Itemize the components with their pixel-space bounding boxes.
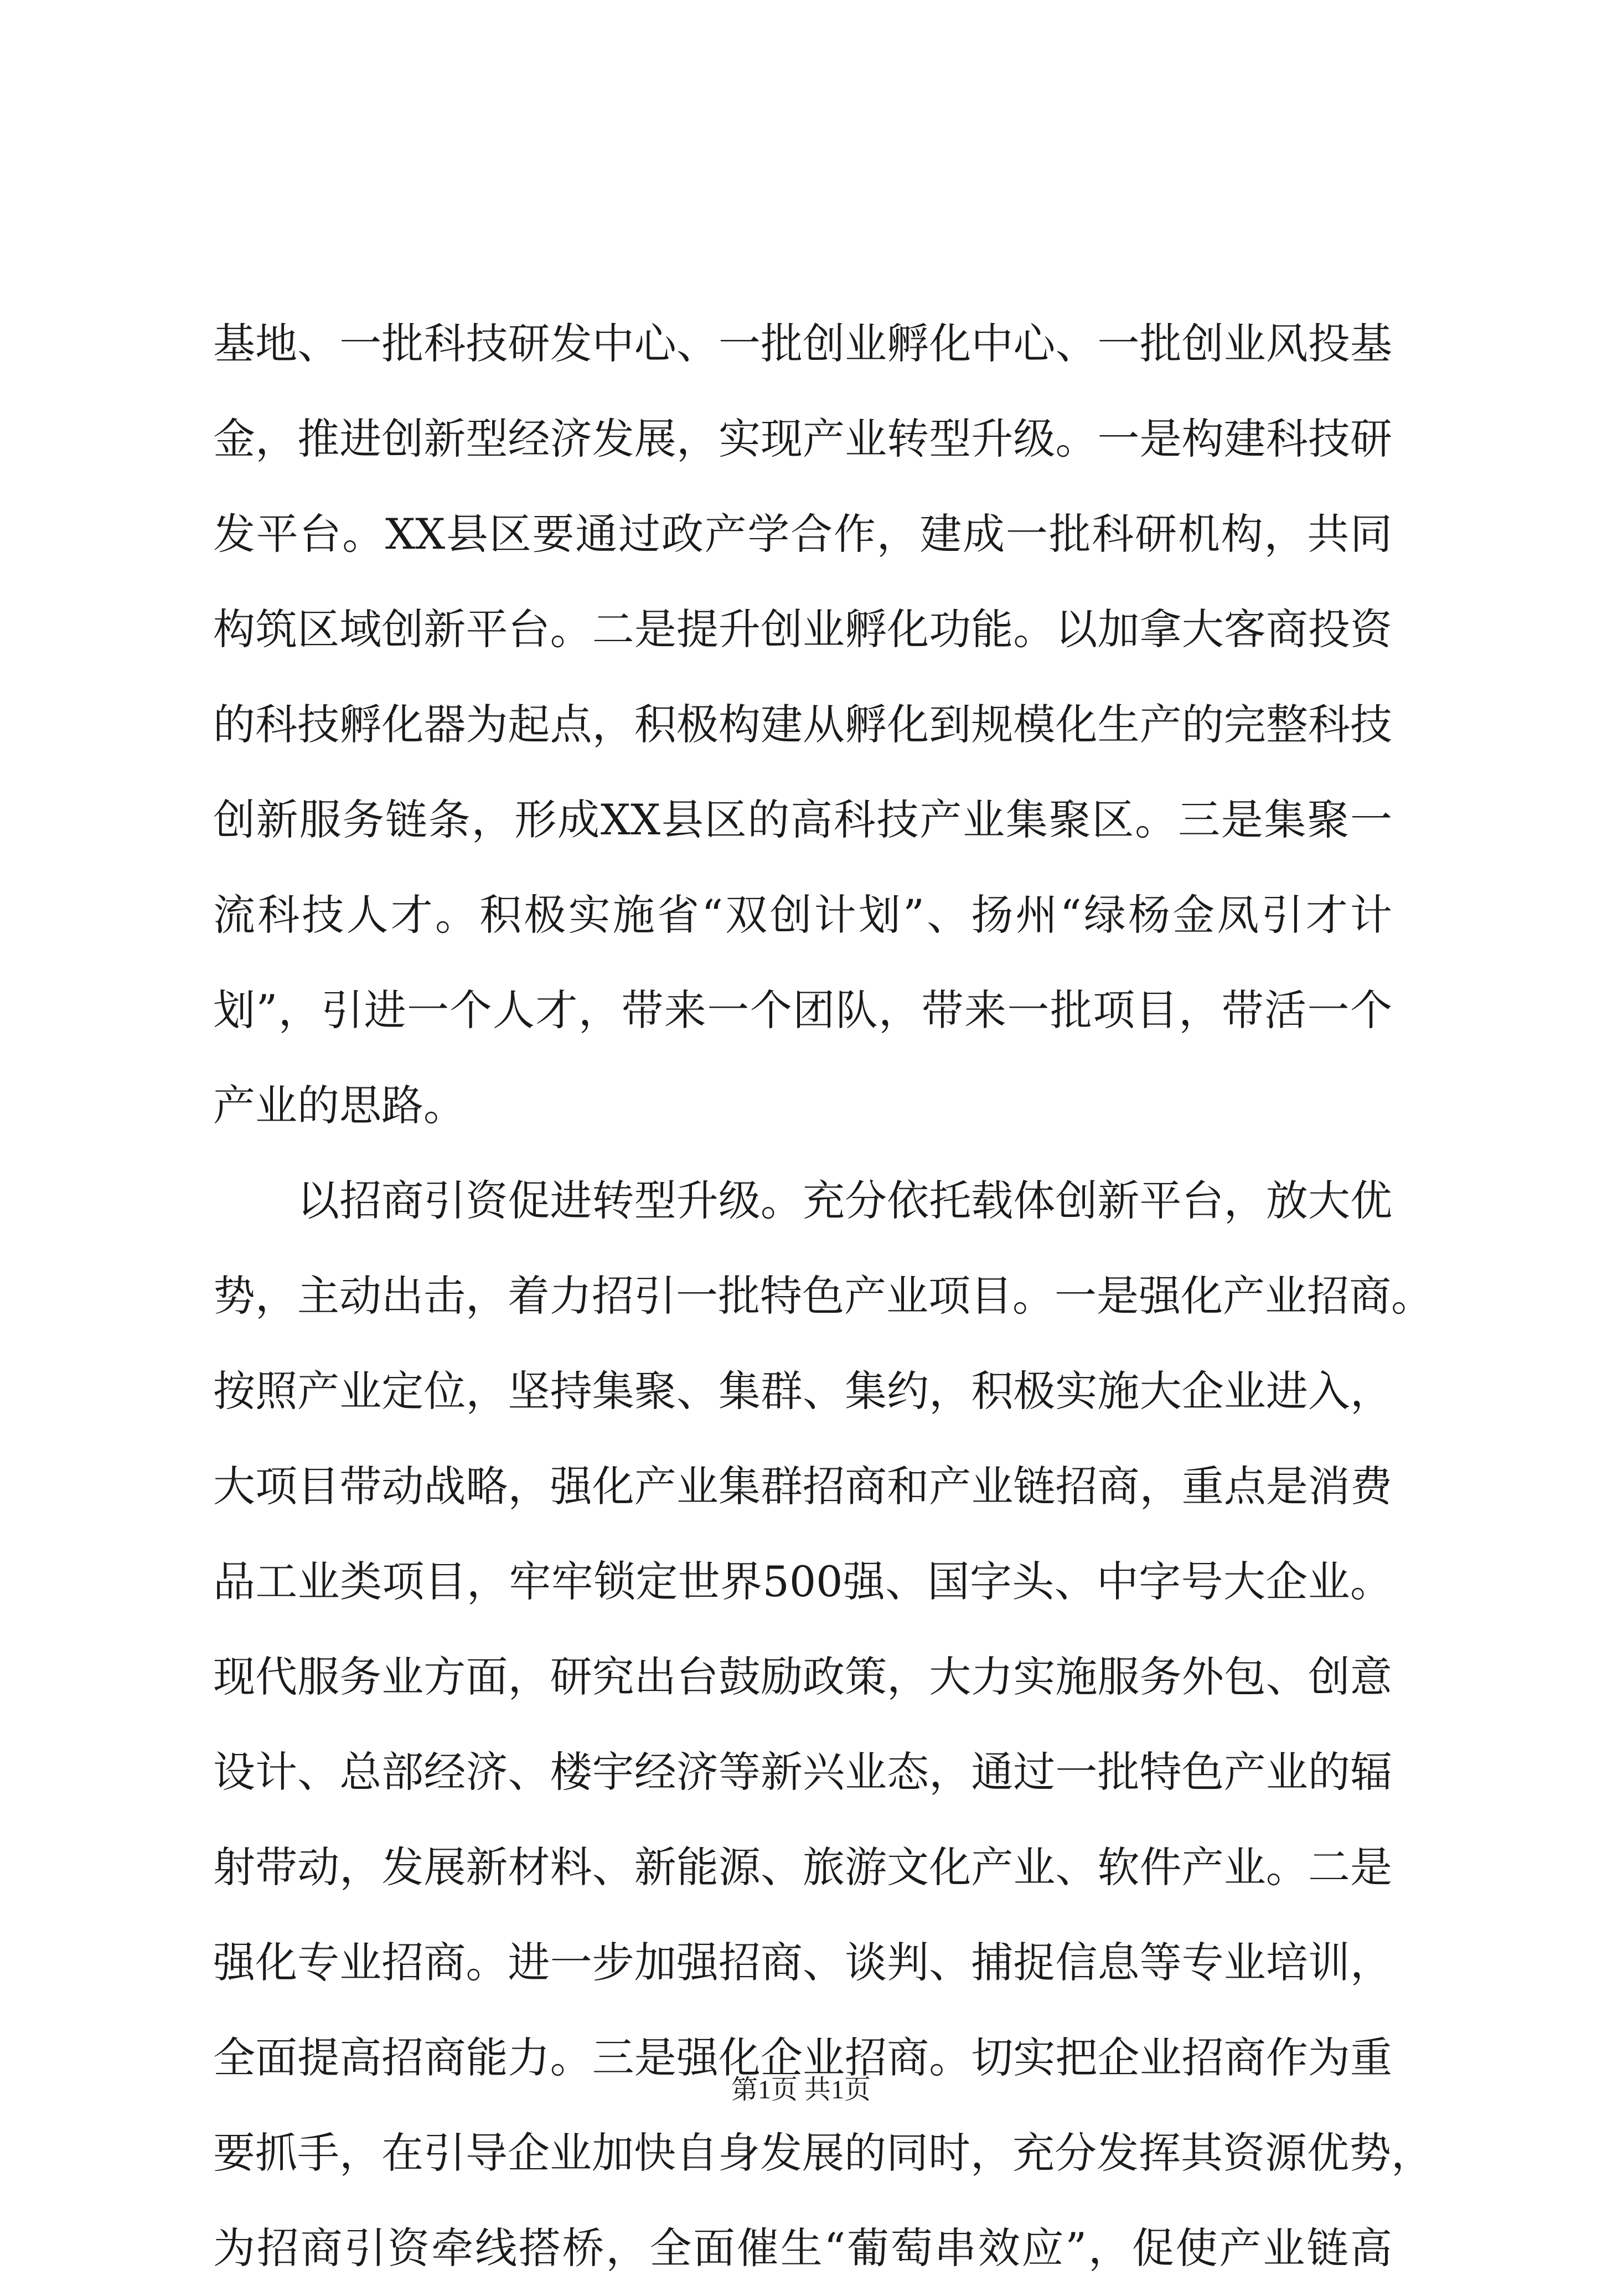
- text-line: 要抓手，在引导企业加快自身发展的同时，充分发挥其资源优势，: [213, 2128, 1433, 2178]
- text-line: 金，推进创新型经济发展，实现产业转型升级。一是构建科技研: [213, 414, 1392, 463]
- text-line: 基地、一批科技研发中心、一批创业孵化中心、一批创业风投基: [213, 319, 1392, 368]
- text-line: 设计、总部经济、楼宇经济等新兴业态，通过一批特色产业的辐: [213, 1747, 1392, 1797]
- page-number-footer: 第1页 共1页: [731, 2075, 871, 2104]
- text-line: 以招商引资促进转型升级。充分依托载体创新平台，放大优: [297, 1176, 1392, 1225]
- paragraph-2: [213, 1153, 1433, 2296]
- text-line: 射带动，发展新材料、新能源、旅游文化产业、软件产业。二是: [213, 1843, 1392, 1892]
- text-line: 构筑区域创新平台。二是提升创业孵化功能。以加拿大客商投资: [213, 605, 1392, 654]
- paragraph-1: [213, 296, 1392, 1153]
- text-line: 按照产业定位，坚持集聚、集群、集约，积极实施大企业进入，: [213, 1366, 1392, 1416]
- text-line: 为招商引资牵线搭桥，全面催生“葡萄串效应”，促使产业链高: [213, 2223, 1392, 2273]
- text-line: 强化专业招商。进一步加强招商、谈判、捕捉信息等专业培训，: [213, 1938, 1392, 1987]
- text-line: 划”，引进一个人才，带来一个团队，带来一批项目，带活一个: [213, 986, 1392, 1035]
- text-line: 流科技人才。积极实施省“双创计划”、扬州“绿杨金凤引才计: [213, 890, 1392, 940]
- text-line: 大项目带动战略，强化产业集群招商和产业链招商，重点是消费: [213, 1462, 1392, 1511]
- text-line: 创新服务链条，形成XX县区的高科技产业集聚区。三是集聚一: [213, 795, 1392, 844]
- text-line: 品工业类项目，牢牢锁定世界500强、国字头、中字号大企业。: [213, 1557, 1392, 1606]
- text-line: 的科技孵化器为起点，积极构建从孵化到规模化生产的完整科技: [213, 700, 1392, 749]
- text-line: 发平台。XX县区要通过政产学合作，建成一批科研机构，共同: [213, 509, 1392, 559]
- text-line: 产业的思路。: [213, 1081, 466, 1130]
- text-line: 现代服务业方面，研究出台鼓励政策，大力实施服务外包、创意: [213, 1652, 1392, 1701]
- text-line: 势，主动出击，着力招引一批特色产业项目。一是强化产业招商。: [213, 1271, 1433, 1320]
- text-line: 全面提高招商能力。三是强化企业招商。切实把企业招商作为重: [213, 2033, 1392, 2082]
- document-body: [213, 296, 1433, 2296]
